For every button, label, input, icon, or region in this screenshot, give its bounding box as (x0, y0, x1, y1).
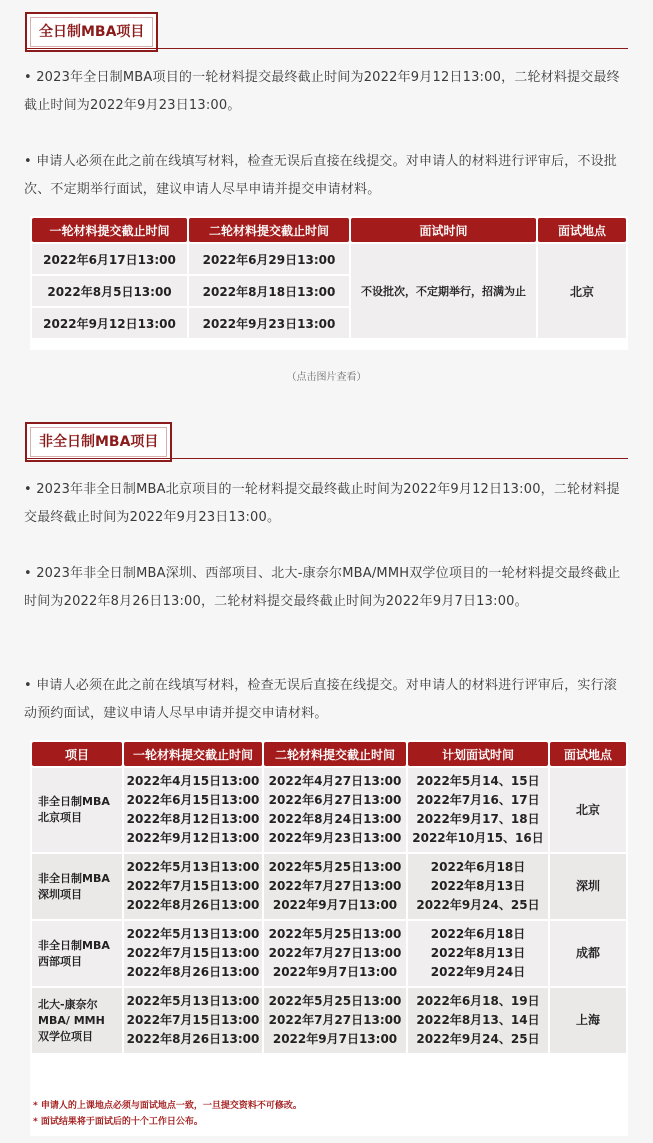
cell-line: 2022年8月26日13:00 (126, 898, 260, 912)
cell-line: 2022年5月25日13:00 (268, 860, 402, 874)
cell-line: 2022年6月27日13:00 (268, 793, 402, 807)
cell-line: 2022年9月24、25日 (416, 1032, 540, 1046)
table-cell (124, 854, 262, 919)
cell-line: 2022年8月24日13:00 (268, 812, 402, 826)
table-cell: 深圳 (550, 854, 626, 919)
cell-line: 2022年5月13日13:00 (126, 860, 260, 874)
cell-line: 2022年5月13日13:00 (126, 994, 260, 1008)
section-title-box (25, 422, 172, 462)
cell-line: 2022年5月25日13:00 (268, 994, 402, 1008)
column-header: 面试时间 (351, 218, 536, 242)
cell-line: 2022年7月15日13:00 (126, 946, 260, 960)
column-header: 面试地点 (550, 742, 626, 766)
table-row (32, 768, 626, 852)
cell-line: 2022年9月7日13:00 (272, 898, 398, 912)
cell-line: 2022年8月26日13:00 (126, 1032, 260, 1046)
table-cell (124, 921, 262, 986)
cell-line: 2022年6月18、19日 (416, 994, 540, 1008)
table-cell (408, 854, 548, 919)
cell-line: 2022年7月15日13:00 (126, 1013, 260, 1027)
cell-line: 2022年9月24日 (430, 965, 526, 979)
note: * 面试结果将于面试后的十个工作日公布。 (33, 1117, 203, 1127)
cell-line: 2022年8月26日13:00 (126, 965, 260, 979)
table-notes (33, 1098, 302, 1130)
column-header: 计划面试时间 (408, 742, 548, 766)
cell-line: 深圳项目 (38, 887, 82, 901)
cell-line: 2022年9月7日13:00 (272, 965, 398, 979)
section-divider (25, 48, 628, 49)
cell-line: 北大-康奈尔 (38, 997, 98, 1011)
cell-line: 2022年8月13日 (430, 946, 526, 960)
table-cell: 2022年6月29日13:00 (189, 244, 349, 274)
cell-line: 双学位项目 (38, 1029, 93, 1043)
table-cell: 不设批次，不定期举行，招满为止 (351, 244, 536, 338)
cell-line: 非全日制MBA (38, 871, 110, 885)
table-row (32, 988, 626, 1053)
cell-line: 2022年7月15日13:00 (126, 879, 260, 893)
cell-line: 2022年8月12日13:00 (126, 812, 260, 826)
cell-line: 2022年6月18日 (430, 860, 526, 874)
cell-line: 2022年5月25日13:00 (268, 927, 402, 941)
cell-line: 非全日制MBA (38, 795, 110, 808)
table-cell: 上海 (550, 988, 626, 1053)
section-title: 全日制MBA项目 (39, 24, 145, 40)
cell-line: 2022年6月18日 (430, 927, 526, 941)
table-cell (32, 921, 122, 986)
paragraph: • 2023年非全日制MBA北京项目的一轮材料提交最终截止时间为2022年9月12日13:00，二轮材料提交最终截止时间为2022年9月23日13:00。 (24, 482, 620, 525)
cell-line: 2022年7月27日13:00 (268, 1013, 402, 1027)
section-divider (25, 458, 628, 459)
cell-line: 2022年5月14、15日 (416, 774, 540, 788)
cell-line: 2022年8月13、14日 (416, 1013, 540, 1027)
table-cell: 北京 (550, 768, 626, 852)
paragraph: • 2023年全日制MBA项目的一轮材料提交最终截止时间为2022年9月12日13:00，二轮材料提交最终截止时间为2022年9月23日13:00。 (24, 70, 620, 113)
table-cell (124, 768, 262, 852)
cell-line: 2022年6月15日13:00 (126, 793, 260, 807)
column-header: 二轮材料提交截止时间 (189, 218, 349, 242)
table-cell: 2022年9月12日13:00 (32, 308, 187, 338)
paragraph: • 申请人必须在此之前在线填写材料，检查无误后直接在线提交。对申请人的材料进行评审后，实行滚动预约面试，建议申请人尽早申请并提交申请材料。 (24, 678, 618, 721)
cell-line: 2022年10月15、16日 (412, 831, 544, 845)
table-cell (264, 854, 406, 919)
column-header: 一轮材料提交截止时间 (124, 742, 262, 766)
table-cell: 2022年8月5日13:00 (32, 276, 187, 306)
column-header: 二轮材料提交截止时间 (264, 742, 406, 766)
cell-line: 2022年7月27日13:00 (268, 946, 402, 960)
table-row (32, 921, 626, 986)
column-header: 项目 (32, 742, 122, 766)
table-cell: 2022年9月23日13:00 (189, 308, 349, 338)
cell-line: 2022年9月7日13:00 (272, 1032, 398, 1046)
cell-line: 2022年8月13日 (430, 879, 526, 893)
cell-line: 非全日制MBA (38, 938, 110, 952)
paragraph: • 2023年非全日制MBA深圳、西部项目、北大-康奈尔MBA/MMH双学位项目的一轮材料提交最终截止时间为2022年8月26日13:00，二轮材料提交最终截止时间为2022年9月7日13:00。 (24, 566, 621, 609)
cell-line: 北京项目 (38, 811, 82, 824)
table-cell (32, 768, 122, 852)
table-cell (264, 988, 406, 1053)
table-cell (124, 988, 262, 1053)
table-cell (32, 854, 122, 919)
column-header: 一轮材料提交截止时间 (32, 218, 187, 242)
parttime-schedule-table[interactable] (30, 740, 628, 1136)
column-header: 面试地点 (538, 218, 626, 242)
table-cell: 2022年6月17日13:00 (32, 244, 187, 274)
table-cell: 成都 (550, 921, 626, 986)
table-cell (264, 921, 406, 986)
cell-line: 2022年7月27日13:00 (268, 879, 402, 893)
cell-line: 2022年4月15日13:00 (126, 774, 260, 788)
image-caption[interactable]: （点击图片查看） (286, 372, 367, 383)
cell-line: 2022年5月13日13:00 (126, 927, 260, 941)
table-cell (408, 768, 548, 852)
table-cell: 2022年8月18日13:00 (189, 276, 349, 306)
cell-line: MBA/ MMH (38, 1013, 105, 1027)
section-title: 非全日制MBA项目 (39, 434, 159, 450)
note: * 申请人的上课地点必须与面试地点一致，一旦提交资料不可修改。 (33, 1101, 302, 1111)
section-title-box (25, 12, 158, 52)
cell-line: 2022年9月23日13:00 (268, 831, 402, 845)
cell-line: 2022年9月17、18日 (416, 812, 540, 826)
table-cell: 北京 (538, 244, 626, 338)
paragraph: • 申请人必须在此之前在线填写材料，检查无误后直接在线提交。对申请人的材料进行评审后，不设批次、不定期举行面试，建议申请人尽早申请并提交申请材料。 (24, 154, 618, 197)
cell-line: 西部项目 (38, 954, 82, 968)
table-cell (264, 768, 406, 852)
table-cell (32, 988, 122, 1053)
table-cell (408, 921, 548, 986)
fulltime-schedule-table[interactable] (30, 216, 628, 350)
cell-line: 2022年4月27日13:00 (268, 774, 402, 788)
cell-line: 2022年9月24、25日 (416, 898, 540, 912)
table-row (32, 854, 626, 919)
cell-line: 2022年7月16、17日 (416, 793, 540, 807)
table-cell (408, 988, 548, 1053)
cell-line: 2022年9月12日13:00 (126, 831, 260, 845)
